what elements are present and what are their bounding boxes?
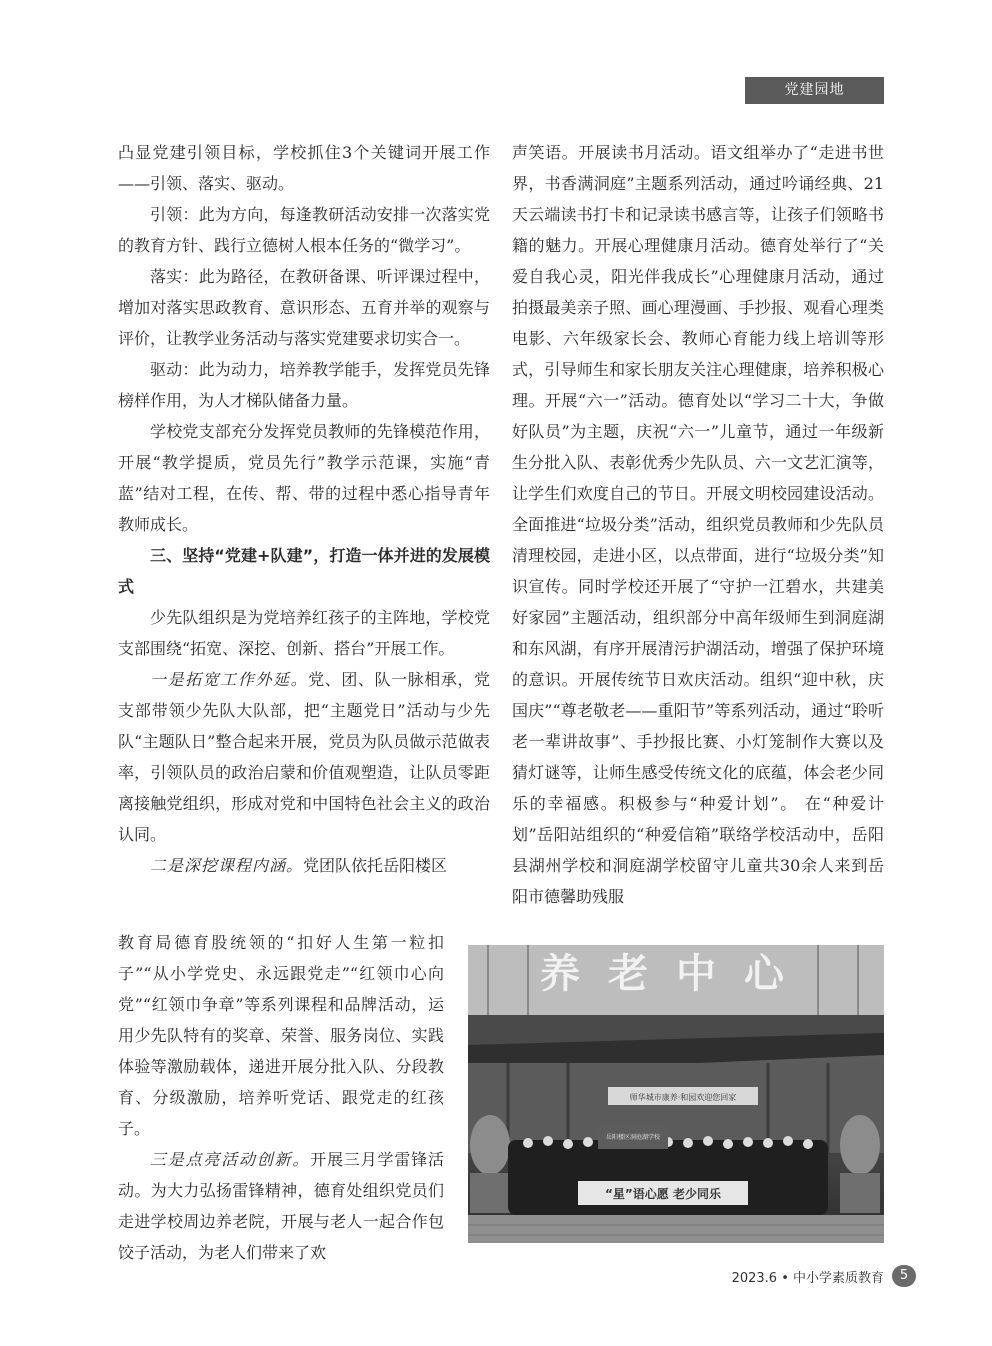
keyword: 一是拓宽工作外延。: [150, 670, 309, 689]
group-photo: [468, 945, 884, 1243]
paragraph-text: 党、团、队一脉相承，党支部带领少先队大队部，把“主题党日”活动与少先队“主题队日”整合起来开展，党员为队员做示范做表率，引领队员的政治启蒙和价值观塑造，让队员零距离接触党组织，形成对党和中国特色社会主义的政治认同。: [118, 670, 490, 844]
page-footer: [732, 1265, 916, 1287]
paragraph: 声笑语。开展读书月活动。语文组举办了“走进书世界，书香满洞庭”主题系列活动，通过吟诵经典、21天云端读书打卡和记录读书感言等，让孩子们领略书籍的魅力。开展心理健康月活动。德育处举行了“关爱自我心灵，阳光伴我成长”心理健康月活动，通过拍摄最美亲子照、画心理漫画、手抄报、观看心理类电影、六年级家长会、教师心育能力线上培训等形式，引导师生和家长朋友关注心理健康，培养积极心理。开展“六一”活动。德育处以“学习二十大，争做好队员”为主题，庆祝“六一”儿童节，通过一年级新生分批入队、表彰优秀少先队员、六一文艺汇演等，让学生们欢度自己的节日。开展文明校园建设活动。全面推进“垃圾分类”活动，组织党员教师和少先队员清理校园，走进小区，以点带面，进行“垃圾分类”知识宣传。同时学校还开展了“守护一江碧水，共建美好家园”主题活动，组织部分中高年级师生到洞庭湖和东风湖，有序开展清污护湖活动，增强了保护环境的意识。开展传统节日欢庆活动。组织“迎中秋，庆国庆”“尊老敬老——重阳节”等系列活动，通过“聆听老一辈讲故事”、手抄报比赛、小灯笼制作大赛以及猜灯谜等，让师生感受传统文化的底蕴，体会老少同乐的幸福感。积极参与“种爱计划”。 在“种爱计划”岳阳站组织的“种爱信箱”联络学校活动中，岳阳县湖州学校和洞庭湖学校留守儿童共30余人来到岳阳市德馨助残服: [512, 143, 884, 906]
paragraph: 引领：此为方向，每逢教研活动安排一次落实党的教育方针、践行立德树人根本任务的“微学习”。: [118, 205, 490, 255]
paragraph: 少先队组织是为党培养红孩子的主阵地，学校党支部围绕“拓宽、深挖、创新、搭台”开展工作。: [118, 608, 490, 658]
paragraph: 驱动：此为动力，培养教学能手，发挥党员先锋榜样作用，为人才梯队储备力量。: [118, 360, 490, 410]
flag-text: 岳阳楼区洞庭湖学校: [605, 1134, 661, 1141]
paragraph: 教育局德育股统领的“扣好人生第一粒扣子”“从小学党史、永远跟党走”“红领巾心向党”“红领巾争章”等系列课程和品牌活动，运用少先队特有的奖章、荣誉、服务岗位、实践体验等激励载体，递进开展分批入队、分段教育、分级激励，培养听党话、跟党走的红孩子。: [118, 933, 444, 1138]
paragraph: 凸显党建引领目标，学校抓住3个关键词开展工作——引领、落实、驱动。: [118, 143, 490, 193]
paragraph-text: 党团队依托岳阳楼区: [303, 856, 448, 875]
right-column: [512, 137, 884, 912]
paragraph: 落实：此为路径，在教研备课、听评课过程中，增加对落实思政教育、意识形态、五育并举的观察与评价，让教学业务活动与落实党建要求切实合一。: [118, 267, 490, 348]
left-column-lower: [118, 927, 444, 1268]
paragraph: 学校党支部充分发挥党员教师的先锋模范作用，开展“教学提质，党员先行”教学示范课，实施“青蓝”结对工程，在传、帮、带的过程中悉心指导青年教师成长。: [118, 422, 490, 534]
left-column: [118, 137, 490, 881]
section-heading: 三、坚持“党建+队建”，打造一体并进的发展模式: [118, 546, 490, 596]
banner-top: 师华城市康养·和园欢迎您回家: [629, 1093, 737, 1102]
keyword: 三是点亮活动创新。: [150, 1150, 311, 1169]
building-sign: 养老中心: [540, 951, 812, 997]
paragraph: [118, 1144, 444, 1268]
page-number: 5: [892, 1265, 916, 1287]
section-tag: 党建园地: [745, 77, 884, 104]
photo-illustration: [468, 945, 884, 1243]
issue-label: 2023.6 • 中小学素质教育: [731, 1270, 884, 1286]
paragraph: [118, 850, 490, 881]
banner-group: “星”语心愿 老少同乐: [605, 1187, 721, 1201]
paragraph: [118, 664, 490, 850]
keyword: 二是深挖课程内涵。: [150, 856, 304, 875]
paragraph-text: 开展三月学雷锋活动。为大力弘扬雷锋精神，德育处组织党员们走进学校周边养老院，开展与老人一起合作包饺子活动，为老人们带来了欢: [118, 1150, 444, 1262]
